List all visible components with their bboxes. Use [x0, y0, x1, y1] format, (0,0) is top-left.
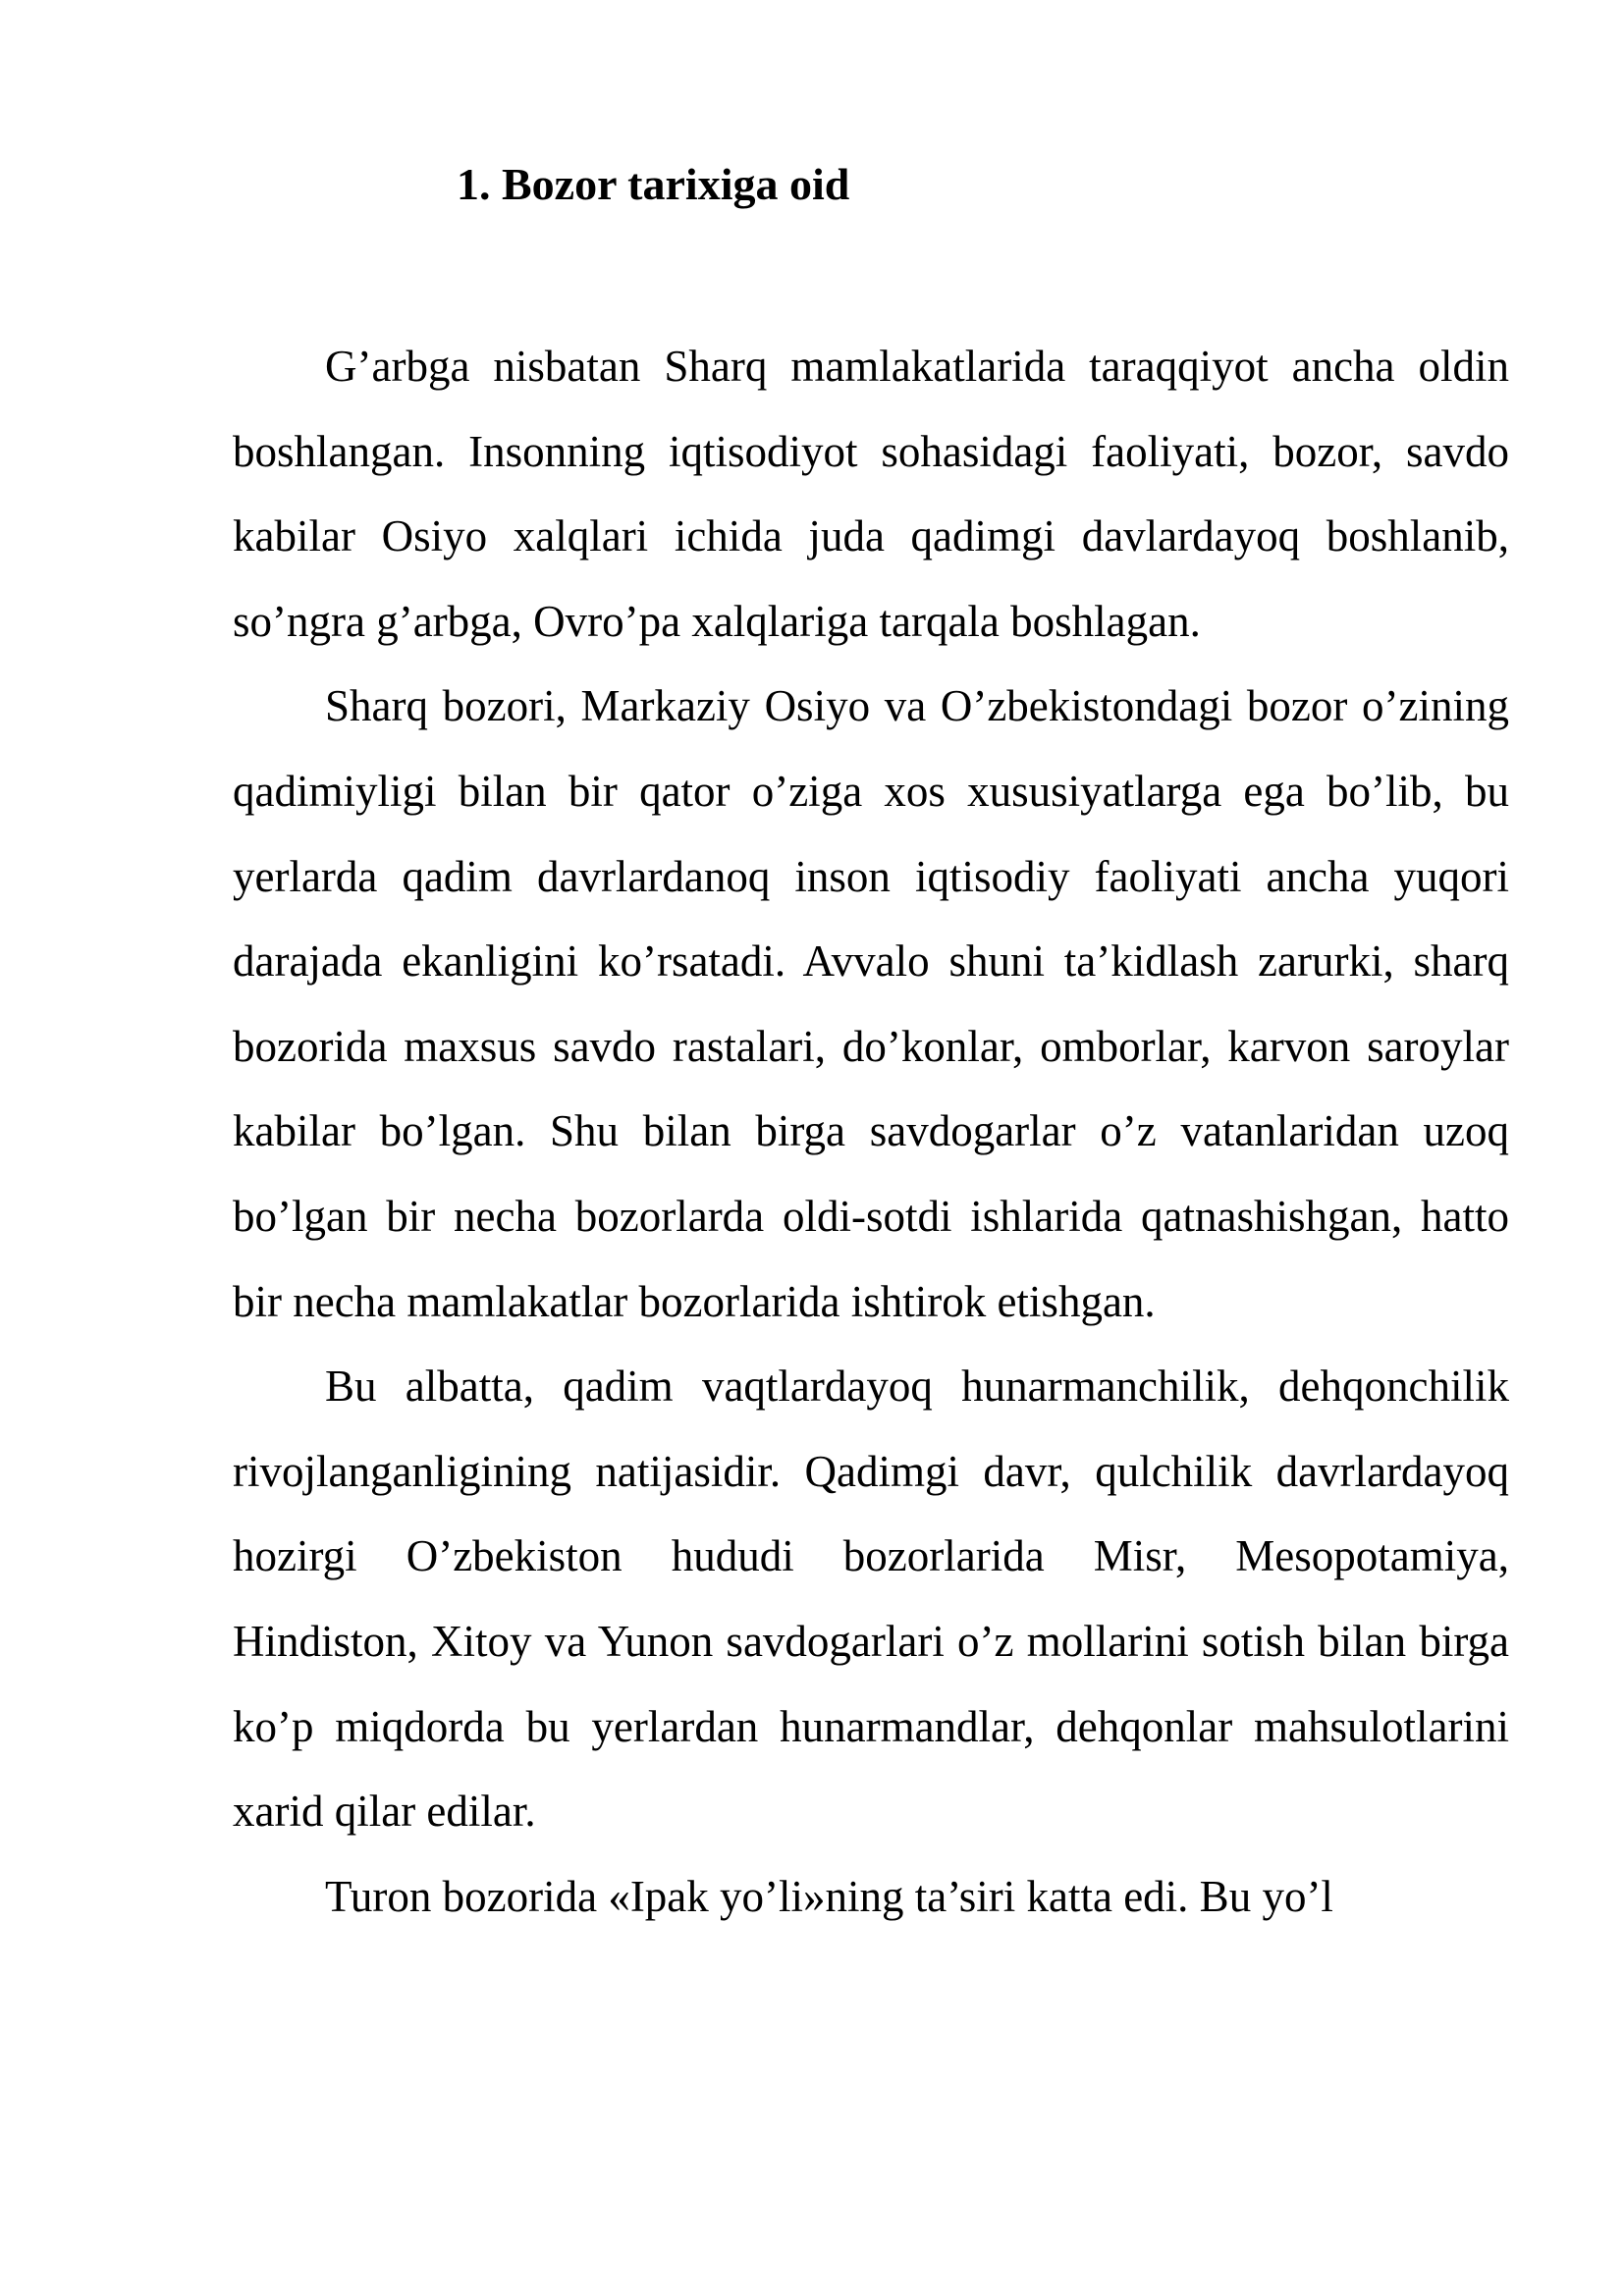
page-title: 1. Bozor tarixiga oid — [457, 159, 850, 209]
paragraph-2: Sharq bozori, Markaziy Osiyo va O’zbekistondagi bozor o’zining qadimiyligi bilan bir qator o’ziga xos xususiyatlarga ega bo’lib, bu yerlarda qadim davrlardanoq inson iqtisodiy faoliyati ancha yuqori darajada ekanligini ko’rsatadi. Avvalo shuni ta’kidlash zarurki, sharq bozorida maxsus savdo rastalari, do’konlar, omborlar, karvon saroylar kabilar bo’lgan. Shu bilan birga savdogarlar o’z vatanlaridan uzoq bo’lgan bir necha bozorlarda oldi-sotdi ishlarida qatnashishgan, hatto bir necha mamlakatlar bozorlarida ishtirok etishgan. — [233, 681, 1509, 1326]
paragraph-4: Turon bozorida «Ipak yo’li»ning ta’siri katta edi. Bu yo’l — [325, 1871, 1333, 1921]
paragraph-1: G’arbga nisbatan Sharq mamlakatlarida taraqqiyot ancha oldin boshlangan. Insonning iqtisodiyot sohasidagi faoliyati, bozor, savdo kabilar Osiyo xalqlari ichida juda qadimgi davlardayoq boshlanib, so’ngra g’arbga, Ovro’pa xalqlariga tarqala boshlagan. — [233, 342, 1509, 646]
paragraph-3: Bu albatta, qadim vaqtlardayoq hunarmanchilik, dehqonchilik rivojlanganligining natijasidir. Qadimgi davr, qulchilik davrlardayoq hozirgi O’zbekiston hududi bozorlarida Misr, Mesopotamiya, Hindiston, Xitoy va Yunon savdogarlari o’z mollarini sotish bilan birga ko’p miqdorda bu yerlardan hunarmandlar, dehqonlar mahsulotlarini xarid qilar edilar. — [233, 1362, 1509, 1837]
body-text — [233, 324, 1509, 1939]
